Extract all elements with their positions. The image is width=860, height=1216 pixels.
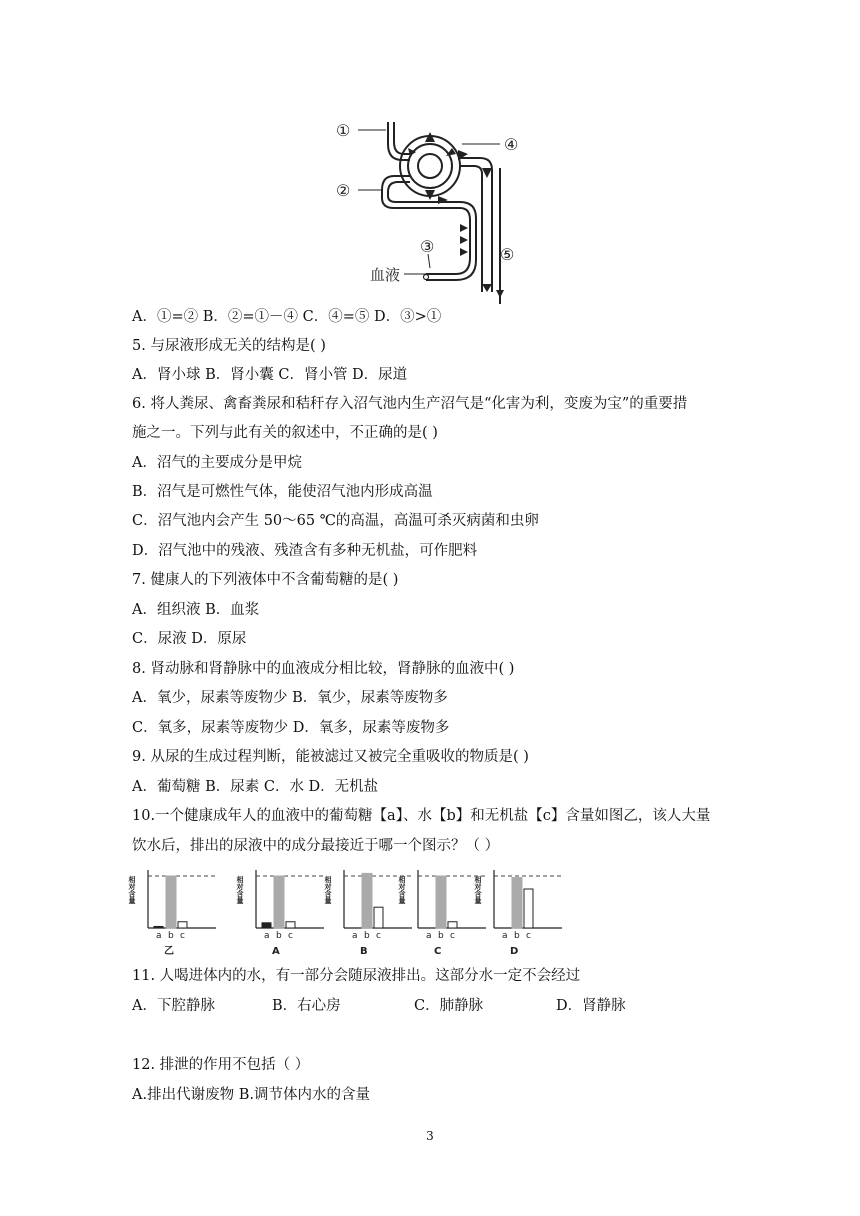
tick-b: b [438, 931, 444, 941]
bar-a [154, 926, 163, 928]
q6-option-b: B．沼气是可燃性气体，能使沼气池内形成高温 [132, 484, 433, 500]
q7-options-1: A．组织液 B．血浆 [132, 602, 260, 618]
tick-c: c [180, 931, 185, 941]
tick-a: a [502, 931, 508, 941]
q11-option-c: C．肺静脉 [414, 998, 484, 1014]
q11-option-d: D．肾静脉 [556, 998, 626, 1014]
tick-b: b [364, 931, 370, 941]
q8-options-1: A．氧少，尿素等废物少 B．氧少，尿素等废物多 [132, 690, 448, 706]
chart-title: C [434, 946, 442, 957]
chart-title: 乙 [164, 946, 174, 957]
bar-c [286, 922, 295, 928]
bar-a [262, 923, 271, 928]
chart-d [474, 862, 566, 958]
chart-a [236, 862, 328, 958]
tick-a: a [264, 931, 270, 941]
q8-stem: 8. 肾动脉和肾静脉中的血液成分相比较，肾静脉的血液中( ) [132, 661, 515, 677]
q11-option-b: B．右心房 [272, 998, 341, 1014]
tick-a: a [352, 931, 358, 941]
bar-b [436, 876, 446, 928]
chart-title: D [510, 946, 519, 957]
page-number: 3 [426, 1129, 434, 1143]
q4-options: A．①=② B．②=①－④ C．④=⑤ D．③>① [132, 309, 442, 325]
label-3: ③ [420, 237, 435, 256]
tick-a: a [156, 931, 162, 941]
tick-a: a [426, 931, 432, 941]
q10-charts [128, 862, 558, 958]
chart-ylabel: 相对含量 [474, 876, 482, 904]
blood-label: 血液 [370, 266, 401, 284]
tick-b: b [168, 931, 174, 941]
q5-stem: 5. 与尿液形成无关的结构是( ) [132, 338, 326, 354]
q6-option-c: C．沼气池内会产生 50～65 ℃的高温，高温可杀灭病菌和虫卵 [132, 513, 539, 529]
chart-ylabel: 相对含量 [128, 876, 136, 904]
q10-stem-1: 10.一个健康成年人的血液中的葡萄糖【a】、水【b】和无机盐【c】含量如图乙，该人大量 [132, 808, 711, 824]
bar-b [274, 876, 284, 928]
tick-c: c [526, 931, 531, 941]
bar-c [178, 922, 187, 928]
tick-c: c [288, 931, 293, 941]
bar-c [448, 922, 457, 928]
tick-b: b [514, 931, 520, 941]
nephron-diagram [330, 108, 530, 304]
label-1: ① [336, 121, 351, 140]
q7-stem: 7. 健康人的下列液体中不含葡萄糖的是( ) [132, 572, 399, 588]
bar-b [166, 876, 176, 928]
bar-b [512, 878, 522, 928]
tick-c: c [376, 931, 381, 941]
tick-c: c [450, 931, 455, 941]
q5-options: A．肾小球 B．肾小囊 C．肾小管 D．尿道 [132, 367, 408, 383]
q9-stem: 9. 从尿的生成过程判断，能被滤过又被完全重吸收的物质是( ) [132, 749, 529, 765]
label-2: ② [336, 181, 351, 200]
q8-options-2: C．氧多，尿素等废物少 D．氧多，尿素等废物多 [132, 720, 450, 736]
q12-stem: 12. 排泄的作用不包括（ ） [132, 1057, 310, 1073]
chart-ylabel: 相对含量 [324, 876, 332, 904]
label-4: ④ [504, 135, 519, 154]
q6-option-a: A．沼气的主要成分是甲烷 [132, 455, 302, 471]
q6-option-d: D．沼气池中的残液、残渣含有多种无机盐，可作肥料 [132, 543, 478, 559]
q6-stem-2: 施之一。下列与此有关的叙述中，不正确的是( ) [132, 425, 438, 441]
q9-options: A．葡萄糖 B．尿素 C．水 D．无机盐 [132, 779, 379, 795]
q11-stem: 11. 人喝进体内的水，有一部分会随尿液排出。这部分水一定不会经过 [132, 968, 581, 984]
q7-options-2: C．尿液 D．原尿 [132, 631, 247, 647]
q12-options: A.排出代谢废物 B.调节体内水的含量 [132, 1087, 370, 1103]
bar-c [524, 889, 533, 928]
chart-ylabel: 相对含量 [398, 876, 406, 904]
q11-option-a: A．下腔静脉 [132, 998, 215, 1014]
chart-title: A [272, 946, 280, 957]
q11-options [132, 996, 626, 1016]
tick-b: b [276, 931, 282, 941]
bar-b [362, 873, 372, 928]
label-5: ⑤ [500, 245, 515, 264]
bar-c [374, 907, 383, 928]
q10-stem-2: 饮水后，排出的尿液中的成分最接近于哪一个图示？（ ） [132, 838, 500, 854]
q6-stem-1: 6. 将人粪尿、禽畜粪尿和秸秆存入沼气池内生产沼气是“化害为利，变废为宝”的重要措 [132, 396, 688, 412]
chart-ylabel: 相对含量 [236, 876, 244, 904]
chart-yi [128, 862, 220, 958]
chart-title: B [360, 946, 368, 957]
